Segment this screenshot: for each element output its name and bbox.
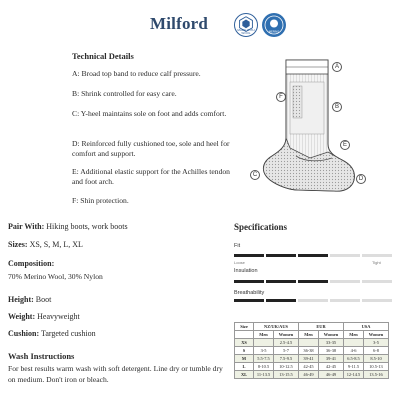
sizes-value: XS, S, M, L, XL [29, 240, 83, 249]
nz-uk-aus-header: NZ/UK/AUS [254, 323, 299, 331]
tech-item-b: B: Shrink controlled for easy care. [72, 89, 177, 98]
table-row [235, 371, 389, 379]
technical-details-heading: Technical Details [72, 51, 134, 61]
subheader-cell: Women [319, 331, 344, 339]
size-cell: XL [235, 371, 254, 379]
marker-c: C [250, 170, 260, 180]
size-cell: M [235, 355, 254, 363]
scale-segment [234, 254, 264, 257]
table-cell: 6.5-8.5 [344, 355, 364, 363]
size-chart-table [234, 322, 389, 379]
fit-label: Fit [234, 243, 241, 249]
tech-item-e: E: Additional elastic support for the Achilles tendon and foot arch. [72, 167, 230, 186]
badge-label: MERINO [268, 30, 280, 34]
weight-row [8, 312, 80, 321]
merino-globe-icon [262, 13, 286, 37]
usa-header: USA [344, 323, 389, 331]
scale-segment [234, 299, 264, 302]
subheader-cell: Women [364, 331, 389, 339]
scale-segment [266, 254, 296, 257]
specifications-heading: Specifications [234, 222, 287, 232]
composition-value: 70% Merino Wool, 30% Nylon [8, 272, 103, 281]
wash-instructions-heading: Wash Instructions [8, 351, 75, 361]
table-cell: 42-45 [299, 363, 319, 371]
tech-item-a: A: Broad top band to reduce calf pressure. [72, 69, 201, 78]
table-cell: 46-49 [319, 371, 344, 379]
scale-segment [298, 280, 328, 283]
tech-item-f: F: Shin protection. [72, 196, 129, 205]
table-cell: 5-7 [274, 347, 299, 355]
subheader-cell: Men [344, 331, 364, 339]
table-cell: 46-49 [299, 371, 319, 379]
marker-b: B [332, 102, 342, 112]
table-cell: 39-41 [299, 355, 319, 363]
size-cell: XS [235, 339, 254, 347]
table-cell: 3-5 [364, 339, 389, 347]
table-cell: 3-5 [254, 347, 274, 355]
subheader-cell: Women [274, 331, 299, 339]
hexagon-certification-icon [234, 13, 258, 37]
table-cell: 6-8 [364, 347, 389, 355]
fit-scale [234, 254, 392, 257]
sizes-label: Sizes: [8, 240, 28, 249]
breathability-label: Breathability [234, 290, 265, 296]
weight-value: Heavyweight [37, 312, 80, 321]
marker-d: D [356, 174, 366, 184]
composition-label: Composition: [8, 259, 55, 268]
pair-with-value: Hiking boots, work boots [46, 222, 128, 231]
table-cell [344, 339, 364, 347]
size-chart-header-row [235, 323, 389, 331]
table-cell: 7.5-9.5 [274, 355, 299, 363]
size-chart-body [235, 339, 389, 379]
scale-segment [298, 299, 328, 302]
table-row [235, 339, 389, 347]
tech-item-d: D: Reinforced fully cushioned toe, sole and heel for comfort and support. [72, 139, 230, 158]
table-cell [254, 339, 274, 347]
badge-text: MADE WITH WOOL [237, 28, 255, 35]
size-cell: L [235, 363, 254, 371]
table-cell: 11-13.5 [254, 371, 274, 379]
size-header: Size [235, 323, 254, 331]
table-cell: 13-15.5 [274, 371, 299, 379]
marker-a: A [332, 62, 342, 72]
marker-f: F [276, 92, 286, 102]
table-cell: 12-14.5 [344, 371, 364, 379]
sizes-row [8, 240, 83, 249]
table-cell: 36-38 [299, 347, 319, 355]
scale-segment [330, 280, 360, 283]
scale-segment [298, 254, 328, 257]
insulation-label: Insulation [234, 268, 258, 274]
sock-illustration [250, 52, 370, 202]
wash-instructions-text: For best results warm wash with soft detergent. Line dry or tumble dry on medium. Don't iron or bleach. [8, 364, 223, 384]
height-row [8, 295, 51, 304]
table-cell: 10.5-13 [364, 363, 389, 371]
table-cell: 36-38 [319, 347, 344, 355]
table-row [235, 363, 389, 371]
scale-segment [266, 299, 296, 302]
size-chart-subheader-row [235, 331, 389, 339]
pair-with-label: Pair With: [8, 222, 45, 231]
table-cell: 8-10.5 [254, 363, 274, 371]
pair-with-row [8, 222, 128, 231]
cushion-label: Cushion: [8, 329, 40, 338]
table-cell: 13.5-16 [364, 371, 389, 379]
tech-item-c: C: Y-heel maintains sole on foot and adds comfort. [72, 109, 227, 118]
scale-segment [330, 254, 360, 257]
scale-segment [362, 254, 392, 257]
composition-row [8, 259, 54, 268]
table-cell: 8.5-10 [364, 355, 389, 363]
insulation-scale [234, 280, 392, 283]
cushion-row [8, 329, 96, 338]
weight-label: Weight: [8, 312, 36, 321]
cushion-value: Targeted cushion [40, 329, 96, 338]
subheader-cell: Men [254, 331, 274, 339]
size-cell: S [235, 347, 254, 355]
table-cell: 9-11.5 [344, 363, 364, 371]
table-cell: 42-45 [319, 363, 344, 371]
table-row [235, 355, 389, 363]
table-cell: 10-12.5 [274, 363, 299, 371]
marker-e: E [340, 140, 350, 150]
scale-segment [362, 299, 392, 302]
table-cell: 33-35 [319, 339, 344, 347]
table-cell: 4-6 [344, 347, 364, 355]
fit-tight-label: Tight [372, 260, 381, 265]
table-row [235, 347, 389, 355]
fit-loose-label: Loose [234, 260, 245, 265]
sock-diagram [250, 52, 370, 202]
table-cell [299, 339, 319, 347]
eur-header: EUR [299, 323, 344, 331]
scale-segment [362, 280, 392, 283]
table-cell: 5.5-7.5 [254, 355, 274, 363]
subheader-cell: Men [299, 331, 319, 339]
table-cell: 2.5-4.5 [274, 339, 299, 347]
breathability-scale [234, 299, 392, 302]
height-label: Height: [8, 295, 34, 304]
scale-segment [330, 299, 360, 302]
scale-segment [234, 280, 264, 283]
product-title: Milford [150, 14, 209, 33]
height-value: Boot [35, 295, 52, 304]
table-cell: 39-41 [319, 355, 344, 363]
scale-segment [266, 280, 296, 283]
